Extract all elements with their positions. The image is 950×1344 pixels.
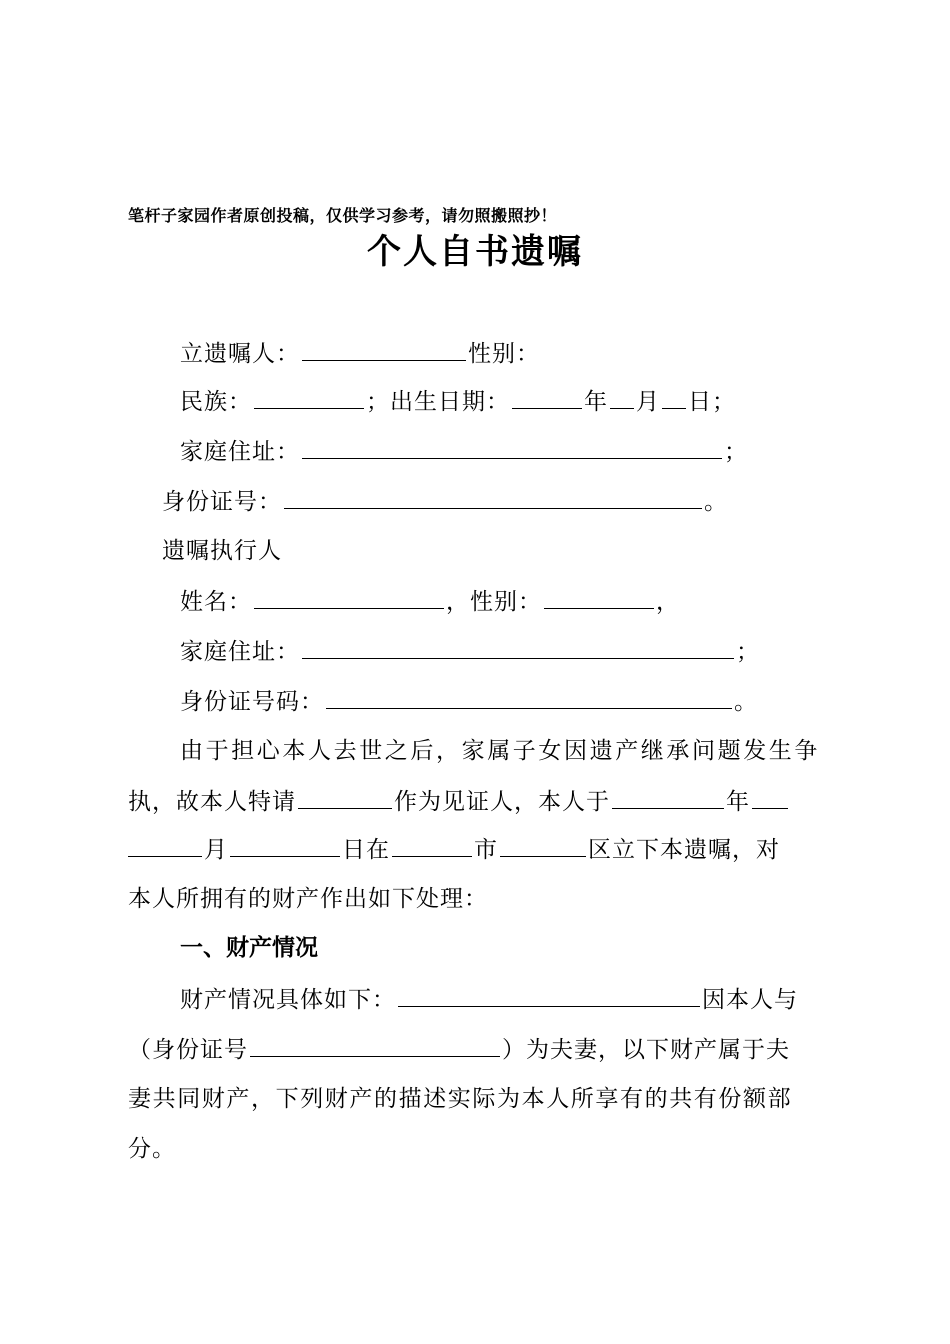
testator-address-line bbox=[180, 434, 748, 468]
testator-name-line bbox=[180, 336, 540, 370]
testator-name-label: 立遗嘱人： bbox=[180, 341, 300, 367]
preamble-text-2b: 作为见证人，本人于 bbox=[394, 789, 610, 815]
birth-month-label: 月 bbox=[636, 389, 660, 415]
property-line-2 bbox=[128, 1032, 790, 1066]
testator-ethnicity-line bbox=[180, 384, 736, 418]
executor-address-blank[interactable] bbox=[302, 634, 734, 659]
executor-gender-label: ，性别： bbox=[446, 589, 542, 615]
executor-address-label: 家庭住址： bbox=[180, 639, 300, 665]
executor-name-line bbox=[180, 584, 680, 618]
ethnicity-label: 民族： bbox=[180, 389, 252, 415]
ethnicity-blank[interactable] bbox=[254, 384, 364, 409]
executor-id-end: 。 bbox=[734, 689, 758, 715]
birth-label: ；出生日期： bbox=[366, 389, 510, 415]
testator-id-blank[interactable] bbox=[284, 484, 702, 509]
sign-city-blank[interactable] bbox=[392, 832, 472, 857]
executor-gender-end: ， bbox=[656, 589, 680, 615]
testator-id-line bbox=[162, 484, 728, 518]
executor-address-end: ； bbox=[736, 639, 760, 665]
property-line-1 bbox=[180, 982, 798, 1016]
sign-day-blank[interactable] bbox=[230, 832, 340, 857]
executor-id-blank[interactable] bbox=[326, 684, 732, 709]
preamble-text-3d-real: 区立下本遗嘱，对 bbox=[588, 837, 780, 863]
executor-address-line bbox=[180, 634, 760, 668]
section-heading-property: 一、财产情况 bbox=[180, 935, 318, 961]
property-line-4: 分。 bbox=[128, 1136, 176, 1162]
sign-month-blank-start[interactable] bbox=[752, 784, 788, 809]
birth-year-blank[interactable] bbox=[512, 384, 582, 409]
testator-address-label: 家庭住址： bbox=[180, 439, 300, 465]
page-title: 个人自书遗嘱 bbox=[367, 232, 583, 272]
executor-name-label: 姓名： bbox=[180, 589, 252, 615]
property-text-1a: 财产情况具体如下： bbox=[180, 987, 396, 1013]
testator-name-blank[interactable] bbox=[302, 336, 466, 361]
preamble-text-3a: 月 bbox=[204, 837, 228, 863]
testator-id-label: 身份证号： bbox=[162, 489, 282, 515]
executor-gender-blank[interactable] bbox=[544, 584, 654, 609]
preamble-text-2a: 执，故本人特请 bbox=[128, 789, 296, 815]
preamble-line-2 bbox=[128, 784, 790, 818]
preamble-line-1 bbox=[180, 734, 825, 768]
birth-day-blank[interactable] bbox=[662, 384, 686, 409]
preamble-line-3 bbox=[128, 832, 780, 866]
executor-id-label: 身份证号码： bbox=[180, 689, 324, 715]
preamble-text-3c: 市 bbox=[474, 837, 498, 863]
copyright-notice: 笔杆子家园作者原创投稿，仅供学习参考，请勿照搬照抄！ bbox=[128, 206, 558, 225]
property-details-blank[interactable] bbox=[398, 982, 700, 1007]
property-text-3: 妻共同财产，下列财产的描述实际为本人所享有的共有份额部 bbox=[128, 1086, 793, 1112]
birth-month-blank[interactable] bbox=[610, 384, 634, 409]
preamble-text-3b: 日在 bbox=[342, 837, 390, 863]
sign-year-blank[interactable] bbox=[612, 784, 724, 809]
preamble-text-2c: 年 bbox=[726, 789, 750, 815]
spouse-id-blank[interactable] bbox=[250, 1032, 500, 1057]
testator-id-end: 。 bbox=[704, 489, 728, 515]
sign-month-blank[interactable] bbox=[128, 832, 202, 857]
preamble-line-4: 本人所拥有的财产作出如下处理： bbox=[128, 886, 488, 912]
property-text-1b: 因本人与 bbox=[702, 987, 798, 1013]
testator-address-blank[interactable] bbox=[302, 434, 722, 459]
testator-gender-label: 性别： bbox=[468, 341, 540, 367]
witness-blank[interactable] bbox=[298, 784, 392, 809]
sign-district-blank[interactable] bbox=[500, 832, 586, 857]
testator-address-end: ； bbox=[724, 439, 748, 465]
executor-name-blank[interactable] bbox=[254, 584, 444, 609]
preamble-text-1: 由于担心本人去世之后，家属子女因遗产继承问题发生争 bbox=[180, 738, 820, 764]
property-text-2a: （身份证号 bbox=[128, 1037, 248, 1063]
birth-day-label: 日； bbox=[688, 389, 736, 415]
birth-year-label: 年 bbox=[584, 389, 608, 415]
executor-section-label: 遗嘱执行人 bbox=[162, 538, 282, 564]
property-text-2b: ）为夫妻，以下财产属于夫 bbox=[502, 1037, 790, 1063]
property-line-3 bbox=[128, 1082, 825, 1116]
executor-id-line bbox=[180, 684, 758, 718]
